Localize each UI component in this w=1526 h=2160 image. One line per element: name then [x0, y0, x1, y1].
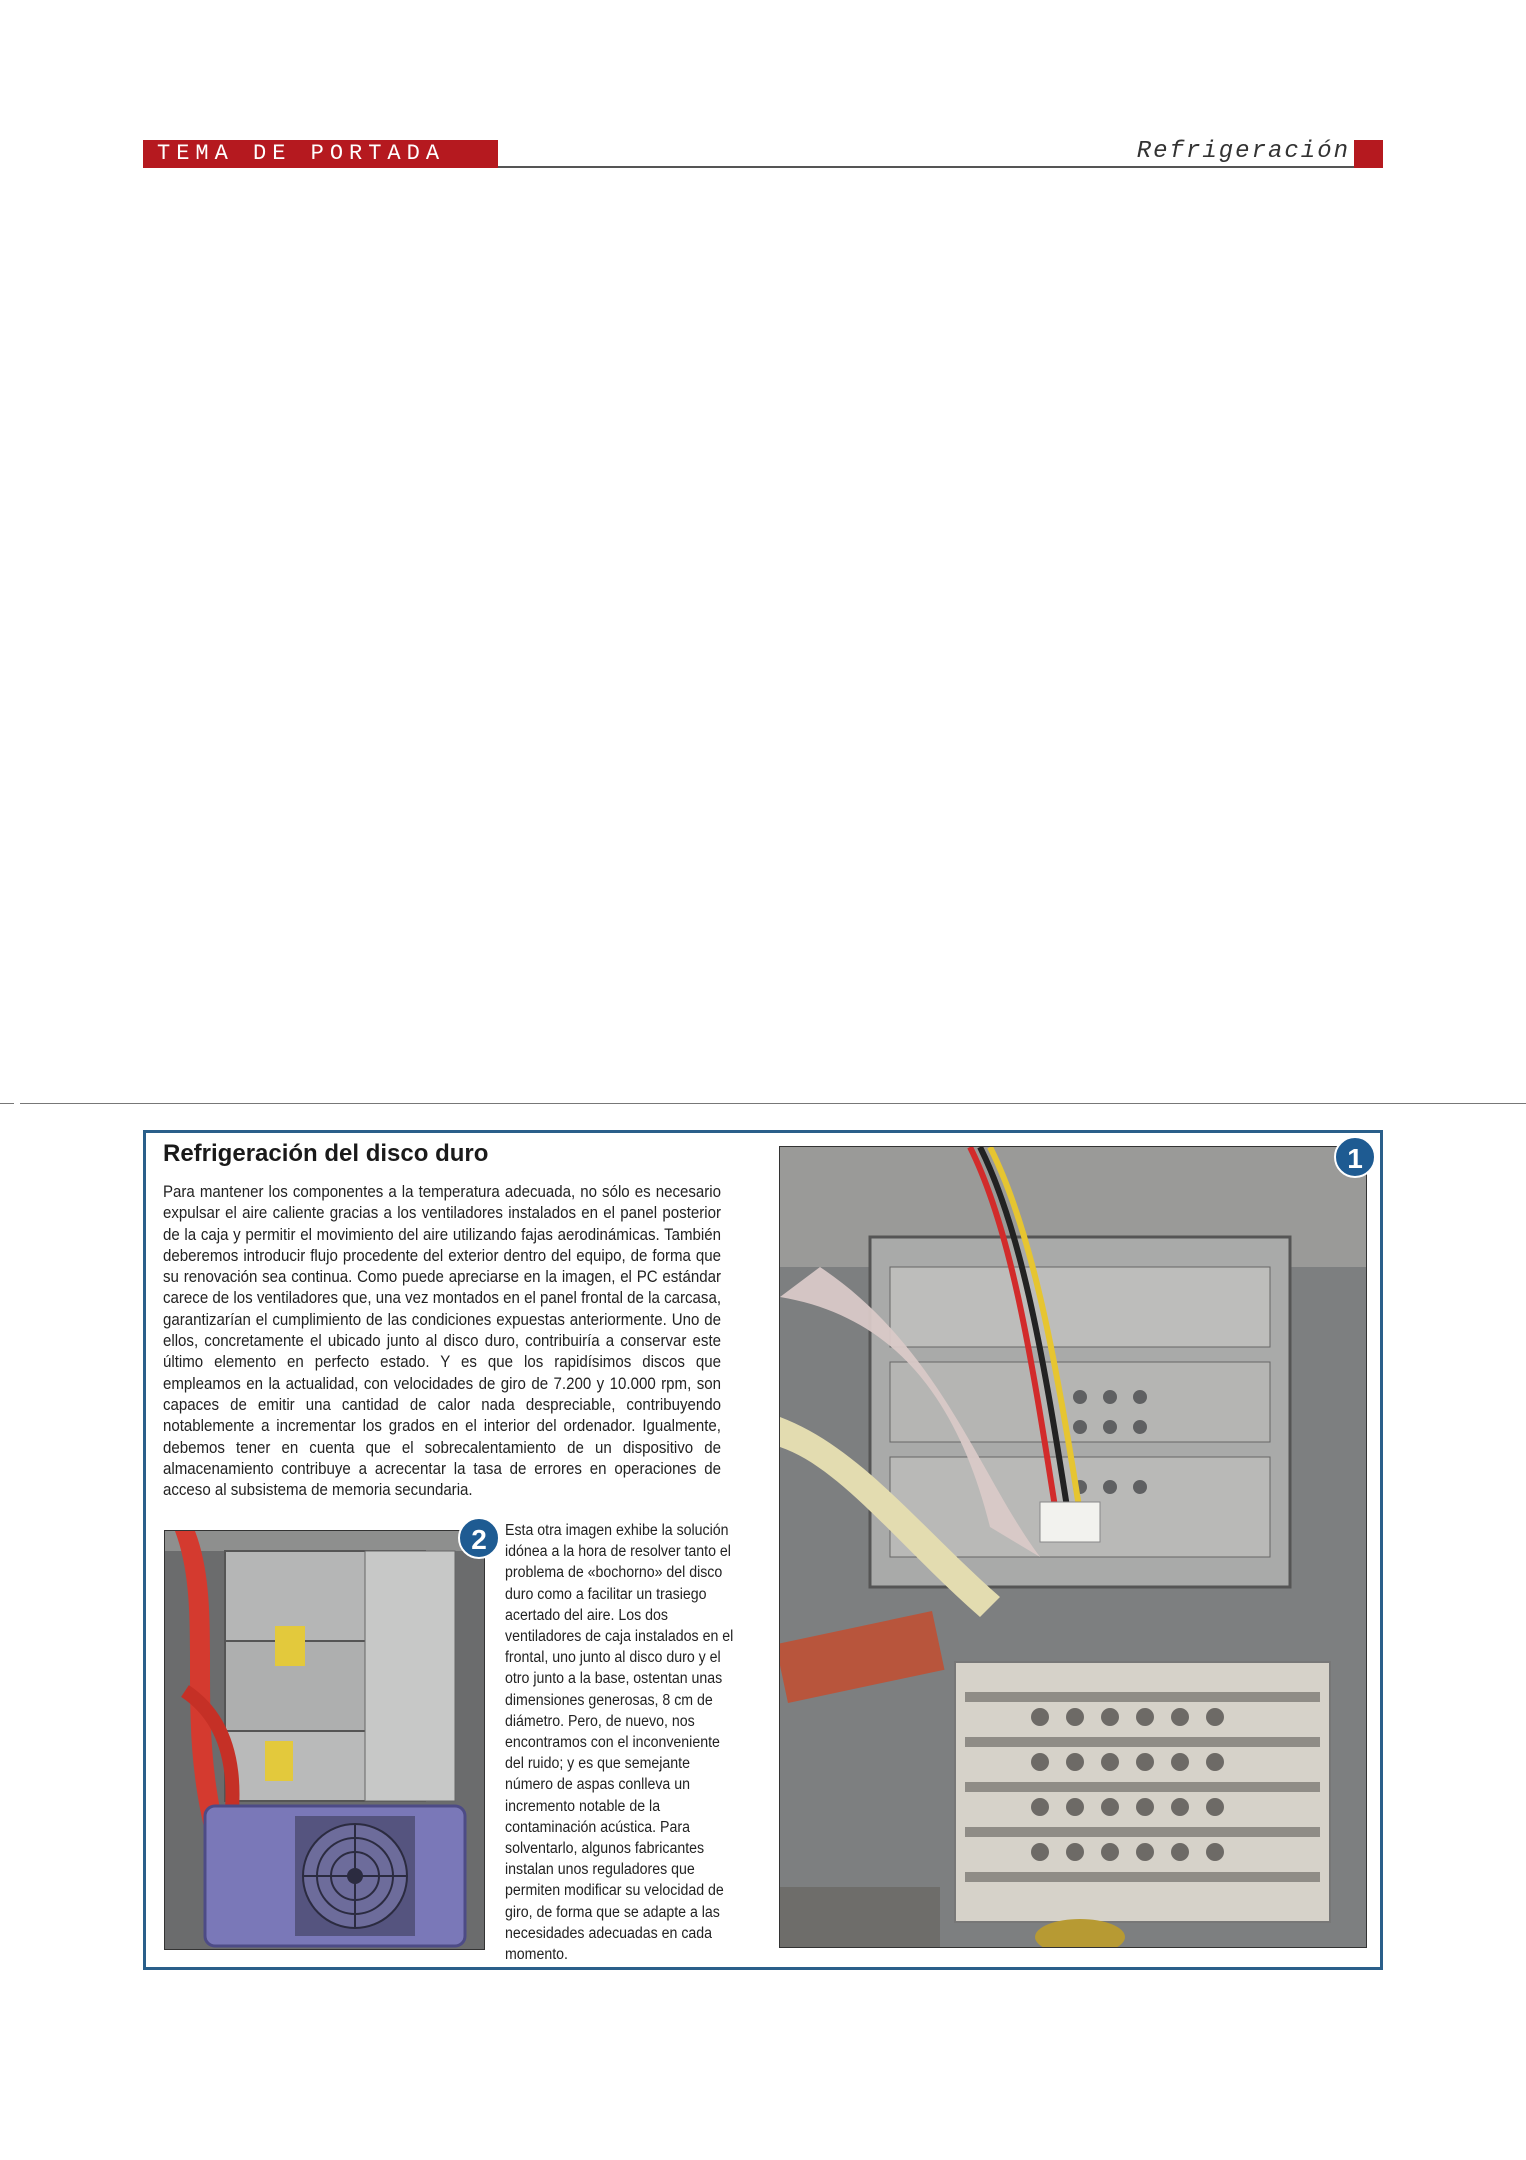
header-rule: [498, 166, 1383, 168]
photo-1-badge: 1: [1334, 1136, 1376, 1178]
photo-2-caption: Esta otra imagen exhibe la solución idónea a la hora de resolver tanto el problema de «bochorno» del disco duro como a facilitar un trasiego acertado del aire. Los dos ventiladores de caja instalados en el frontal, uno junto al disco duro y el otro junto a la base, ostentan unas dimensiones generosas, 8 cm de diámetro. Pero, de nuevo, nos encontramos con el inconveniente del ruido; y es que semejante número de aspas conlleva un incremento notable de la contaminación acústica. Para solventarlo, algunos fabricantes instalan unos reguladores que permiten modificar su velocidad de giro, de forma que se adapte a las necesidades adecuadas en cada momento.: [505, 1522, 734, 1964]
photo-2-badge: 2: [458, 1517, 500, 1559]
pc-interior-photo: [779, 1146, 1367, 1948]
section-label: TEMA DE PORTADA: [143, 140, 498, 168]
topic-label: Refrigeración: [1136, 138, 1350, 165]
box-body-text: Para mantener los componentes a la temperatura adecuada, no sólo es necesario expulsar el aire caliente gracias a los ventiladores instalados en el panel posterior de la caja y permitir el movimiento del aire utilizando fajas aerodinámicas. También deberemos introducir flujo procedente del exterior dentro del equipo, de forma que su renovación sea continua. Como puede apreciarse en la imagen, el PC estándar carece de los ventiladores que, una vez montados en el panel frontal de la carcasa, garantizarían el cumplimiento de las condiciones expuestas anteriormente. Uno de ellos, concretamente el ubicado junto al disco duro, contribuiría a conservar este último elemento en perfecto estado. Y es que los rapidísimos discos que empleamos en la actualidad, con velocidades de giro de 7.200 y 10.000 rpm, son capaces de emitir una cantidad de calor nada despreciable, contribuyendo notablemente a incrementar los grados en el interior del ordenador. Igualmente, debemos tener en cuenta que el sobrecalentamiento de un dispositivo de almacenamiento contribuye a acrecentar la tasa de errores en operaciones de acceso al subsistema de memoria secundaria.: [163, 1183, 721, 1500]
header-accent-block: [1354, 140, 1383, 168]
separator-stub: [0, 1103, 14, 1104]
box-title: Refrigeración del disco duro: [163, 1140, 489, 1167]
separator-line: [20, 1103, 1526, 1104]
pc-fans-photo: [164, 1530, 485, 1950]
